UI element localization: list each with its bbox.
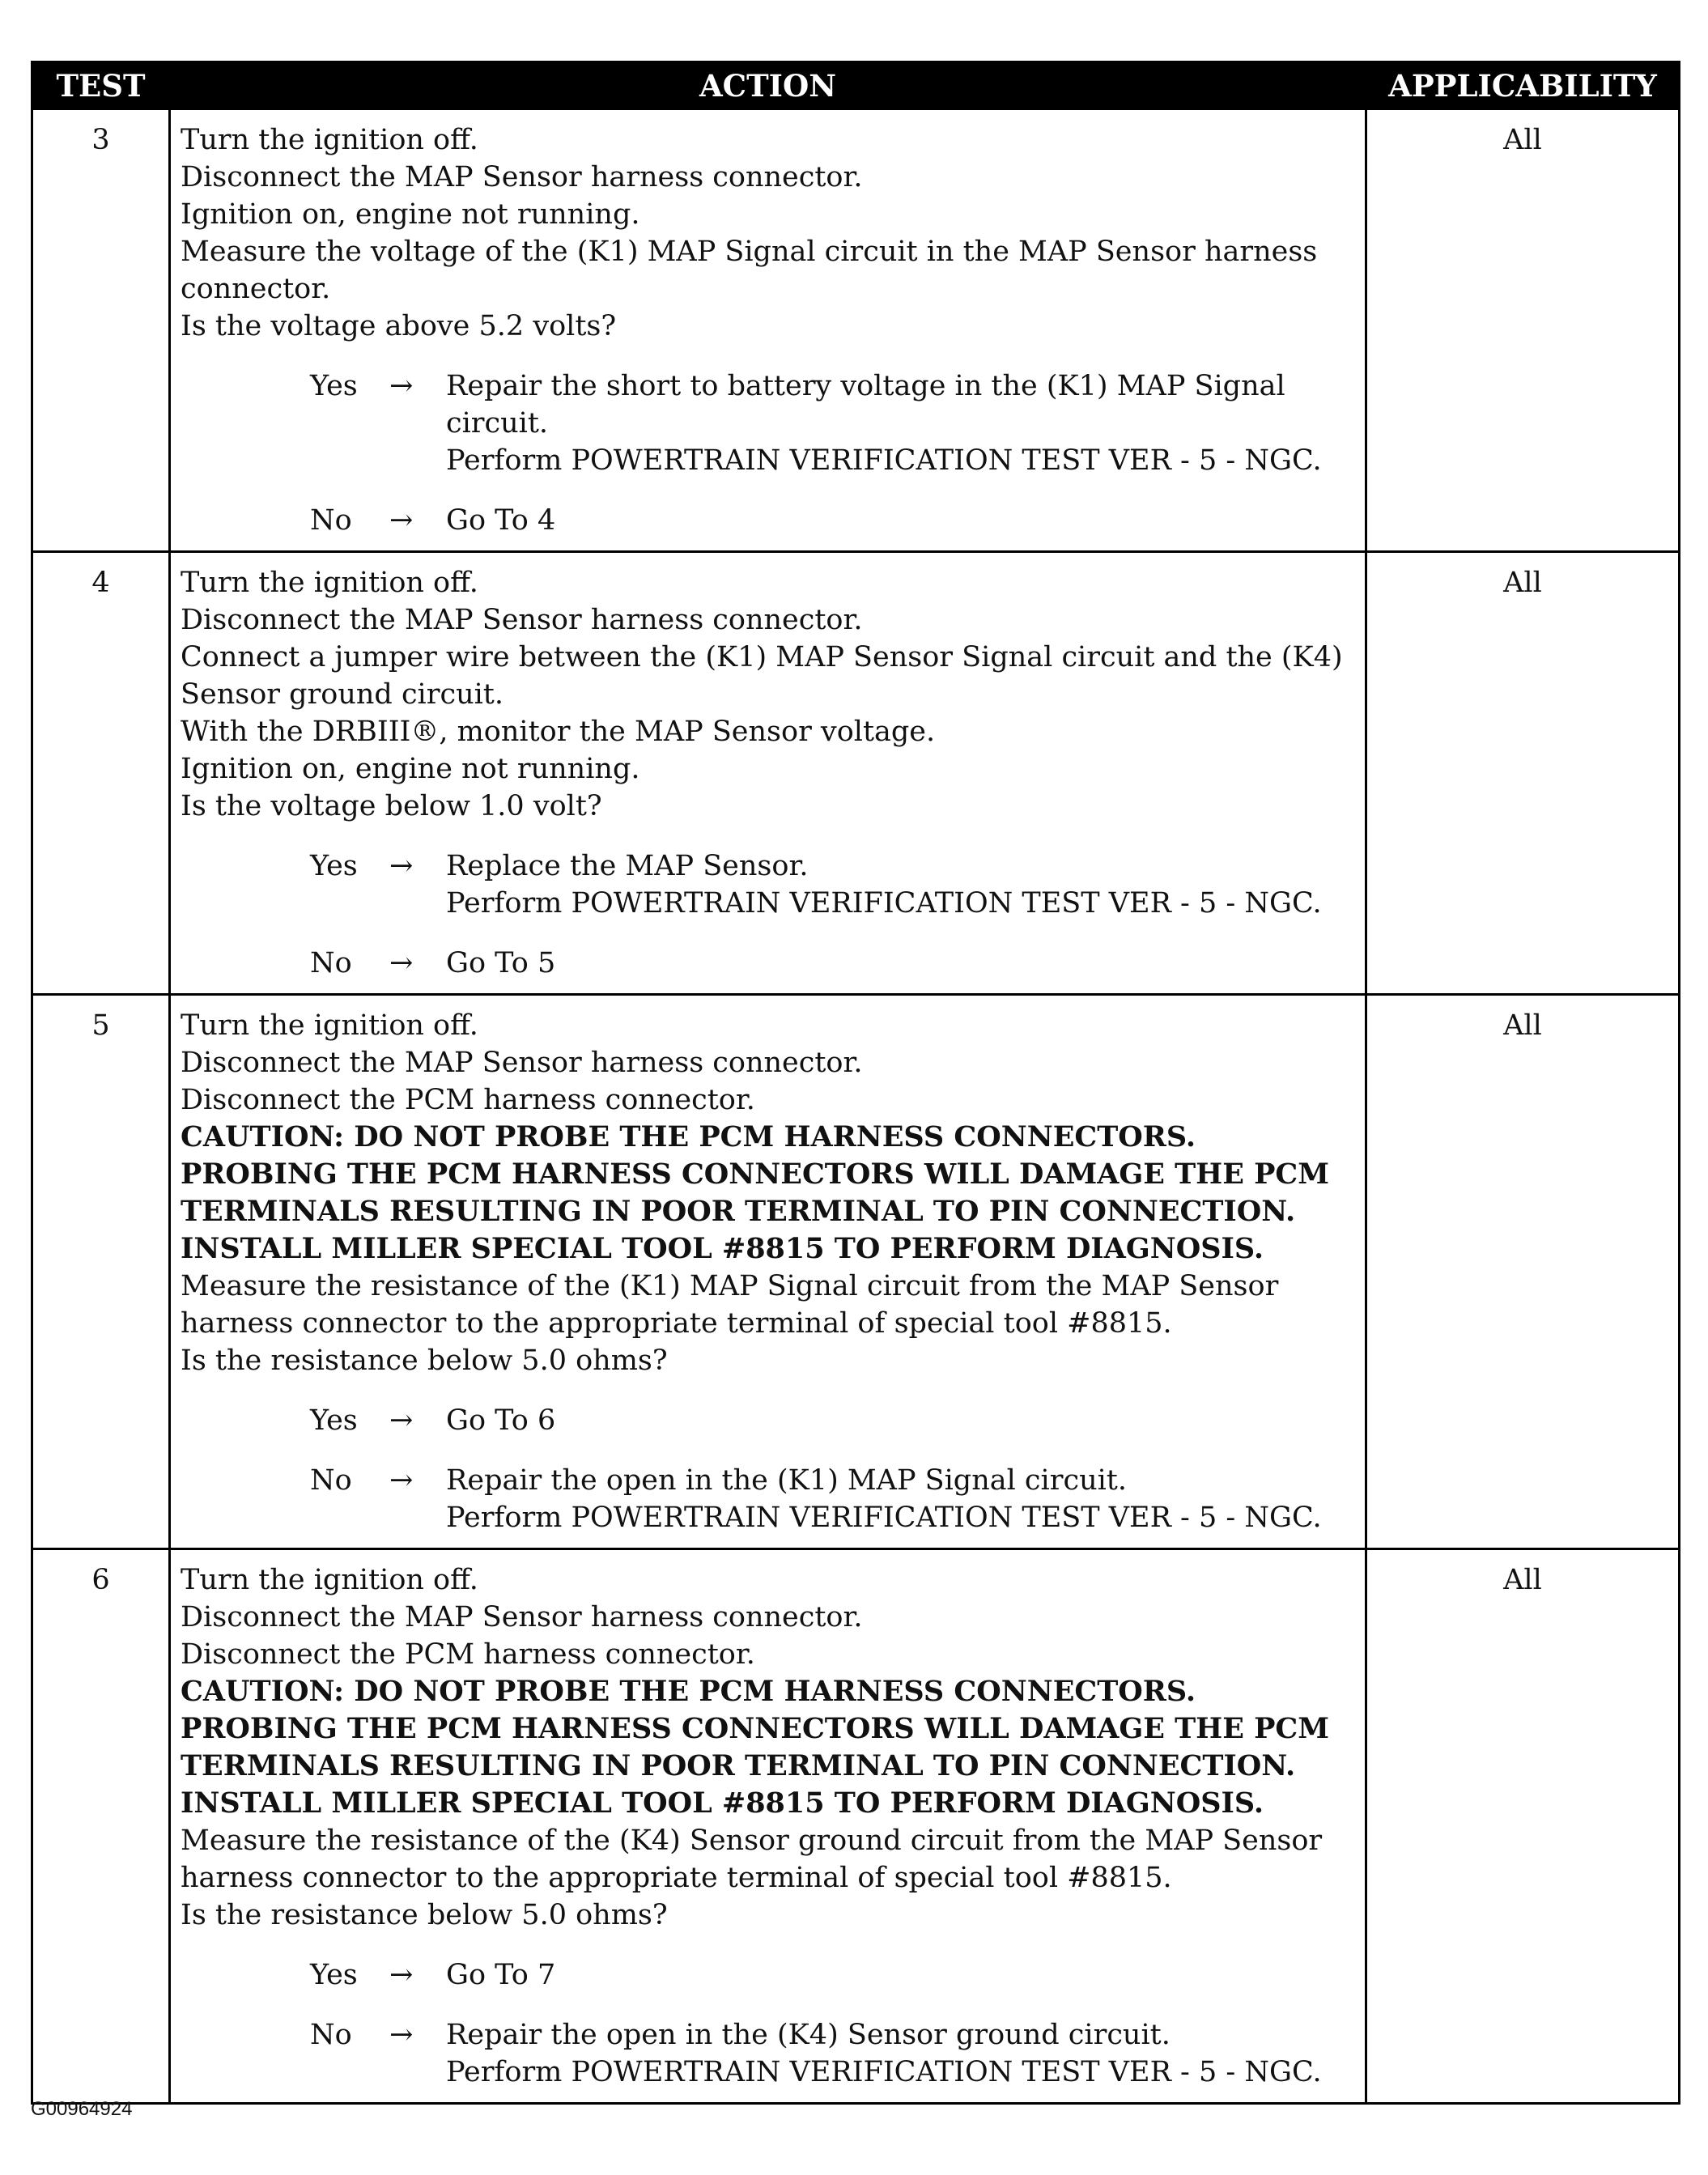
- action-cell: [170, 995, 1366, 1549]
- step-line: Disconnect the PCM harness connector.: [181, 1084, 755, 1116]
- no-label: No: [310, 1464, 352, 1497]
- caution-text: CAUTION: DO NOT PROBE THE PCM HARNESS CONNECTORS. PROBING THE PCM HARNESS CONNECTORS WILL DAMAGE THE PCM TERMINALS RESULTING IN POOR TERMINAL TO PIN CONNECTION. INSTALL MILLER SPECIAL TOOL #8815 TO PERFORM DIAGNOSIS.: [181, 1120, 1330, 1265]
- yes-label: Yes: [310, 370, 358, 402]
- action-cell: [170, 109, 1366, 552]
- no-branch: [181, 2016, 1357, 2091]
- table-row: [32, 995, 1680, 1549]
- no-result: [446, 2016, 1357, 2091]
- step-line: With the DRBIII®, monitor the MAP Sensor voltage.: [181, 716, 936, 748]
- yes-label: Yes: [310, 850, 358, 882]
- result-line: Perform POWERTRAIN VERIFICATION TEST VER - 5 - NGC.: [446, 887, 1322, 920]
- step-line: Connect a jumper wire between the (K1) MAP Sensor Signal circuit and the (K4) Sensor ground circuit.: [181, 641, 1343, 711]
- table-row: [32, 552, 1680, 995]
- no-result: [446, 1462, 1357, 1536]
- step-line: Turn the ignition off.: [181, 124, 478, 156]
- result-line: Repair the open in the (K4) Sensor ground circuit.: [446, 2019, 1171, 2051]
- header-applicability: APPLICABILITY: [1366, 62, 1680, 109]
- result-line: Go To 7: [446, 1959, 556, 1991]
- result-line: Repair the short to battery voltage in the (K1) MAP Signal circuit.: [446, 370, 1285, 440]
- applicability: All: [1366, 1549, 1680, 2104]
- step-line: Disconnect the MAP Sensor harness connector.: [181, 1047, 863, 1079]
- step-line: Turn the ignition off.: [181, 1564, 478, 1596]
- right-arrow-icon: →: [389, 1959, 414, 1991]
- yes-branch: [181, 1956, 1357, 1994]
- step-line: Ignition on, engine not running.: [181, 753, 640, 785]
- header-test: TEST: [32, 62, 170, 109]
- step-line: Is the resistance below 5.0 ohms?: [181, 1345, 668, 1377]
- table-header-row: [32, 62, 1680, 109]
- step-line: Disconnect the PCM harness connector.: [181, 1638, 755, 1671]
- step-line: Turn the ignition off.: [181, 567, 478, 599]
- right-arrow-icon: →: [389, 947, 414, 979]
- right-arrow-icon: →: [389, 504, 414, 537]
- right-arrow-icon: →: [389, 1464, 414, 1497]
- no-label: No: [310, 2019, 352, 2051]
- result-line: Perform POWERTRAIN VERIFICATION TEST VER - 5 - NGC.: [446, 1502, 1322, 1534]
- table-row: [32, 109, 1680, 552]
- no-branch: [181, 1462, 1357, 1536]
- no-branch: [181, 945, 1357, 982]
- result-line: Go To 4: [446, 504, 556, 537]
- action-cell: [170, 552, 1366, 995]
- test-number: 5: [32, 995, 170, 1549]
- step-line: Turn the ignition off.: [181, 1009, 478, 1042]
- result-line: Repair the open in the (K1) MAP Signal circuit.: [446, 1464, 1127, 1497]
- yes-branch: [181, 1402, 1357, 1439]
- test-number: 4: [32, 552, 170, 995]
- header-action: ACTION: [170, 62, 1366, 109]
- yes-result: [446, 1956, 1357, 1994]
- right-arrow-icon: →: [389, 2019, 414, 2051]
- figure-id: G00964924: [31, 2098, 133, 2120]
- result-line: Go To 6: [446, 1404, 556, 1437]
- step-line: Is the voltage below 1.0 volt?: [181, 790, 602, 822]
- applicability: All: [1366, 109, 1680, 552]
- step-line: Is the resistance below 5.0 ohms?: [181, 1899, 668, 1931]
- result-line: Perform POWERTRAIN VERIFICATION TEST VER - 5 - NGC.: [446, 2056, 1322, 2088]
- right-arrow-icon: →: [389, 1404, 414, 1437]
- result-line: Go To 5: [446, 947, 556, 979]
- step-line: Disconnect the MAP Sensor harness connector.: [181, 604, 863, 636]
- diagnostic-test-table: [31, 61, 1680, 2105]
- step-line: Disconnect the MAP Sensor harness connector.: [181, 161, 863, 193]
- yes-result: [446, 847, 1357, 922]
- step-line: Disconnect the MAP Sensor harness connector.: [181, 1601, 863, 1633]
- no-result: [446, 945, 1357, 982]
- step-line: Ignition on, engine not running.: [181, 198, 640, 231]
- step-line: Measure the resistance of the (K1) MAP Signal circuit from the MAP Sensor harness connector to the appropriate terminal of special tool #8815.: [181, 1270, 1279, 1340]
- yes-branch: [181, 367, 1357, 479]
- result-line: Replace the MAP Sensor.: [446, 850, 809, 882]
- result-line: Perform POWERTRAIN VERIFICATION TEST VER - 5 - NGC.: [446, 444, 1322, 477]
- test-number: 6: [32, 1549, 170, 2104]
- step-line: Measure the resistance of the (K4) Sensor ground circuit from the MAP Sensor harness connector to the appropriate terminal of special tool #8815.: [181, 1825, 1323, 1894]
- no-result: [446, 502, 1357, 539]
- applicability: All: [1366, 552, 1680, 995]
- no-label: No: [310, 504, 352, 537]
- no-branch: [181, 502, 1357, 539]
- right-arrow-icon: →: [389, 370, 414, 402]
- caution-text: CAUTION: DO NOT PROBE THE PCM HARNESS CONNECTORS. PROBING THE PCM HARNESS CONNECTORS WILL DAMAGE THE PCM TERMINALS RESULTING IN POOR TERMINAL TO PIN CONNECTION. INSTALL MILLER SPECIAL TOOL #8815 TO PERFORM DIAGNOSIS.: [181, 1675, 1330, 1820]
- step-line: Is the voltage above 5.2 volts?: [181, 310, 617, 342]
- yes-branch: [181, 847, 1357, 922]
- no-label: No: [310, 947, 352, 979]
- yes-label: Yes: [310, 1959, 358, 1991]
- test-number: 3: [32, 109, 170, 552]
- right-arrow-icon: →: [389, 850, 414, 882]
- yes-label: Yes: [310, 1404, 358, 1437]
- step-line: Measure the voltage of the (K1) MAP Signal circuit in the MAP Sensor harness connector.: [181, 236, 1318, 305]
- table-row: [32, 1549, 1680, 2104]
- yes-result: [446, 1402, 1357, 1439]
- applicability: All: [1366, 995, 1680, 1549]
- yes-result: [446, 367, 1357, 479]
- action-cell: [170, 1549, 1366, 2104]
